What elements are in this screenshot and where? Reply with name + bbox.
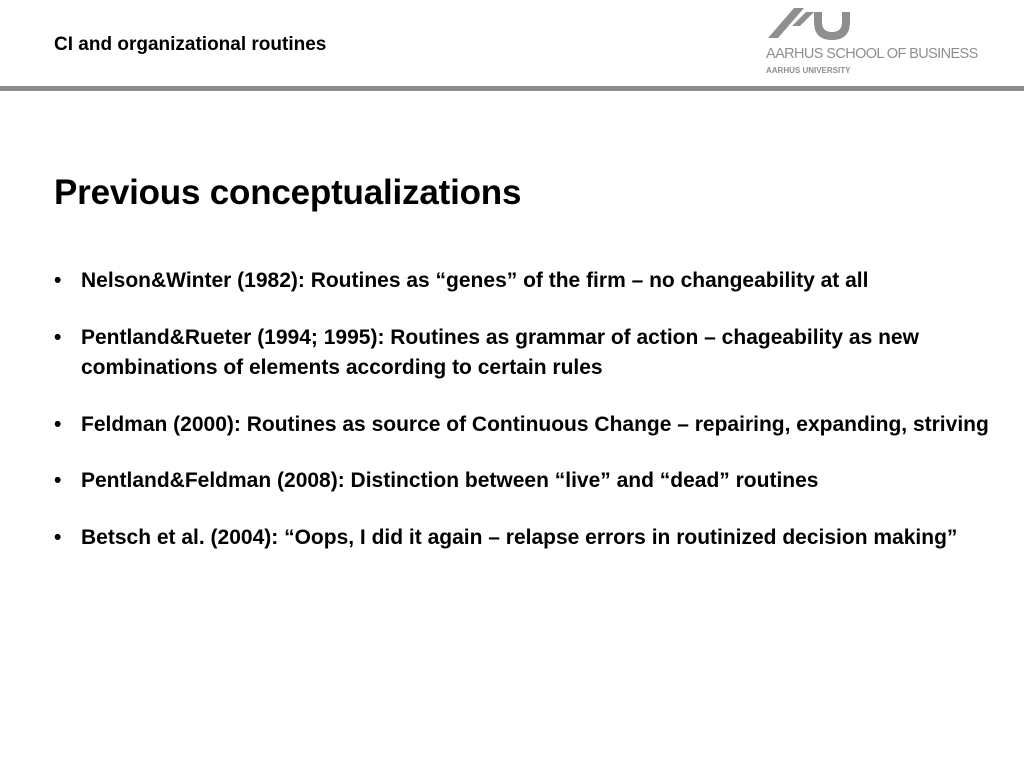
bullet-text: Feldman (2000): Routines as source of Continuous Change – repairing, expanding, striving xyxy=(81,412,989,436)
bullet-item xyxy=(54,266,994,297)
logo-name: AARHUS SCHOOL OF BUSINESS xyxy=(766,46,978,62)
bullet-item xyxy=(54,410,994,441)
bullet-item xyxy=(54,466,994,497)
header-divider xyxy=(0,86,1024,91)
logo xyxy=(764,4,994,80)
header-title: CI and organizational routines xyxy=(54,34,327,55)
aarhus-logo-icon xyxy=(764,4,864,44)
bullet-dot: • xyxy=(54,325,62,349)
bullet-dot: • xyxy=(54,412,62,436)
bullet-item xyxy=(54,523,994,554)
bullet-text: Betsch et al. (2004): “Oops, I did it again – relapse errors in routinized decision making” xyxy=(81,525,958,549)
bullet-text: Pentland&Feldman (2008): Distinction between “live” and “dead” routines xyxy=(81,469,819,492)
logo-subname: AARHUS UNIVERSITY xyxy=(766,66,851,75)
slide-heading: Previous conceptualizations xyxy=(54,173,522,212)
bullet-text: Nelson&Winter (1982): Routines as “genes” of the firm – no changeability at all xyxy=(81,269,869,292)
bullet-text: Pentland&Rueter (1994; 1995): Routines as grammar of action – chageability as new combinations of elements according to certain rules xyxy=(81,325,919,379)
bullet-list xyxy=(54,266,994,579)
bullet-dot: • xyxy=(54,525,62,549)
bullet-item xyxy=(54,323,994,384)
bullet-dot: • xyxy=(54,269,62,292)
bullet-dot: • xyxy=(54,469,62,492)
